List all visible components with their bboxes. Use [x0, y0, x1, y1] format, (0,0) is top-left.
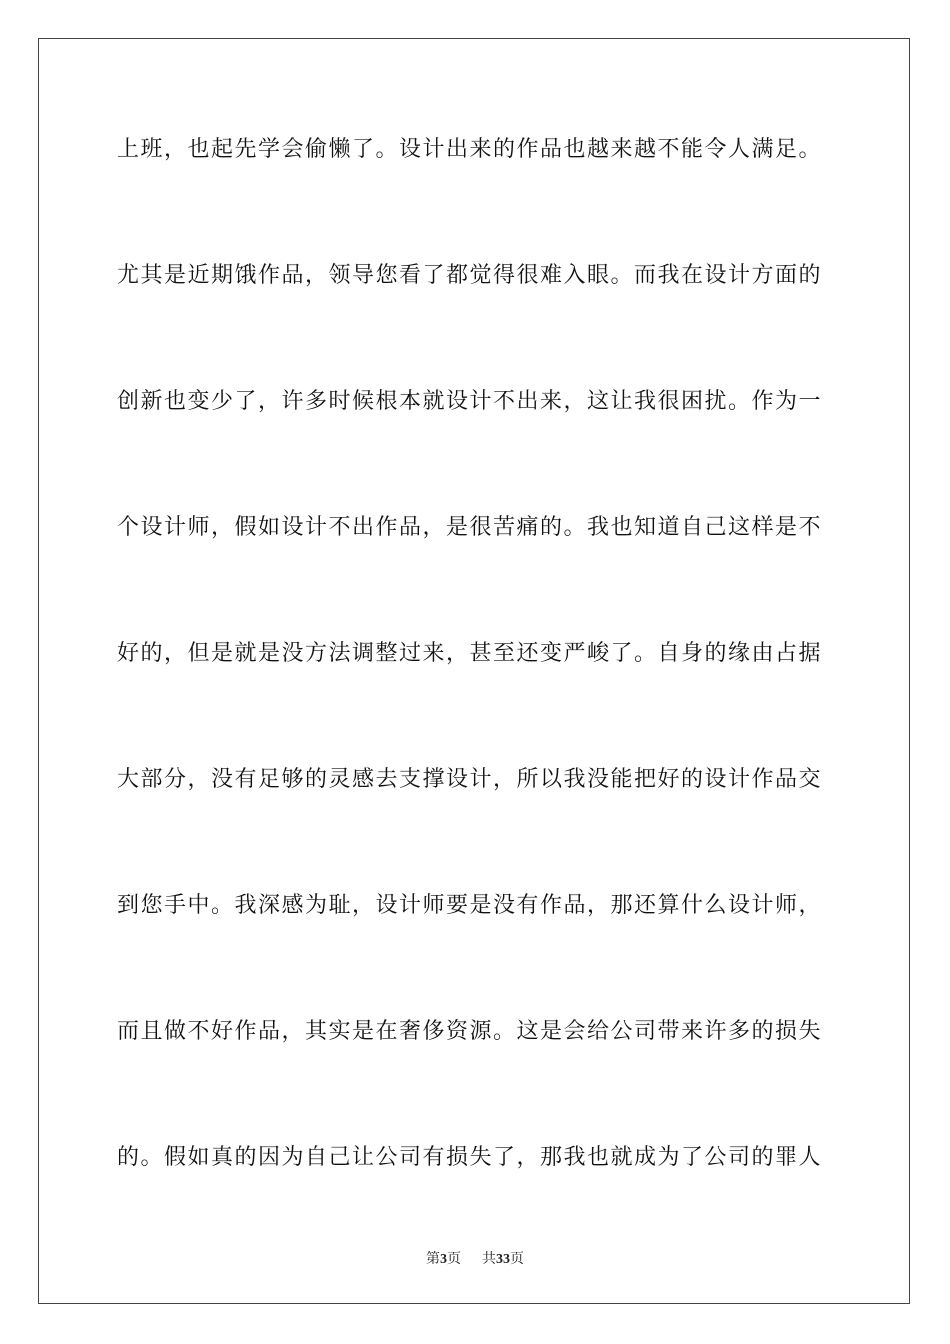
page-indicator	[426, 1248, 461, 1268]
body-line: 尤其是近期饿作品，领导您看了都觉得很难入眼。而我在设计方面的	[117, 263, 823, 288]
page-footer	[0, 1248, 950, 1268]
document-body	[117, 130, 837, 1264]
body-line: 大部分，没有足够的灵感去支撑设计，所以我没能把好的设计作品交	[117, 767, 823, 792]
page-number: 3	[440, 1252, 447, 1267]
total-pages-indicator	[482, 1248, 524, 1268]
body-line: 而且做不好作品，其实是在奢侈资源。这是会给公司带来许多的损失	[117, 1019, 823, 1044]
body-line: 的。假如真的因为自己让公司有损失了，那我也就成为了公司的罪人	[117, 1145, 823, 1170]
body-line: 好的，但是就是没方法调整过来，甚至还变严峻了。自身的缘由占据	[117, 641, 823, 666]
total-pages: 33	[496, 1252, 510, 1267]
page-suffix: 页	[447, 1252, 461, 1267]
total-suffix: 页	[510, 1252, 524, 1267]
body-line: 上班，也起先学会偷懒了。设计出来的作品也越来越不能令人满足。	[117, 137, 823, 162]
page-prefix: 第	[426, 1252, 440, 1267]
body-line: 个设计师，假如设计不出作品，是很苦痛的。我也知道自己这样是不	[117, 515, 823, 540]
total-prefix: 共	[482, 1252, 496, 1267]
body-line: 创新也变少了，许多时候根本就设计不出来，这让我很困扰。作为一	[117, 389, 823, 414]
body-line: 到您手中。我深感为耻，设计师要是没有作品，那还算什么设计师，	[117, 893, 823, 918]
